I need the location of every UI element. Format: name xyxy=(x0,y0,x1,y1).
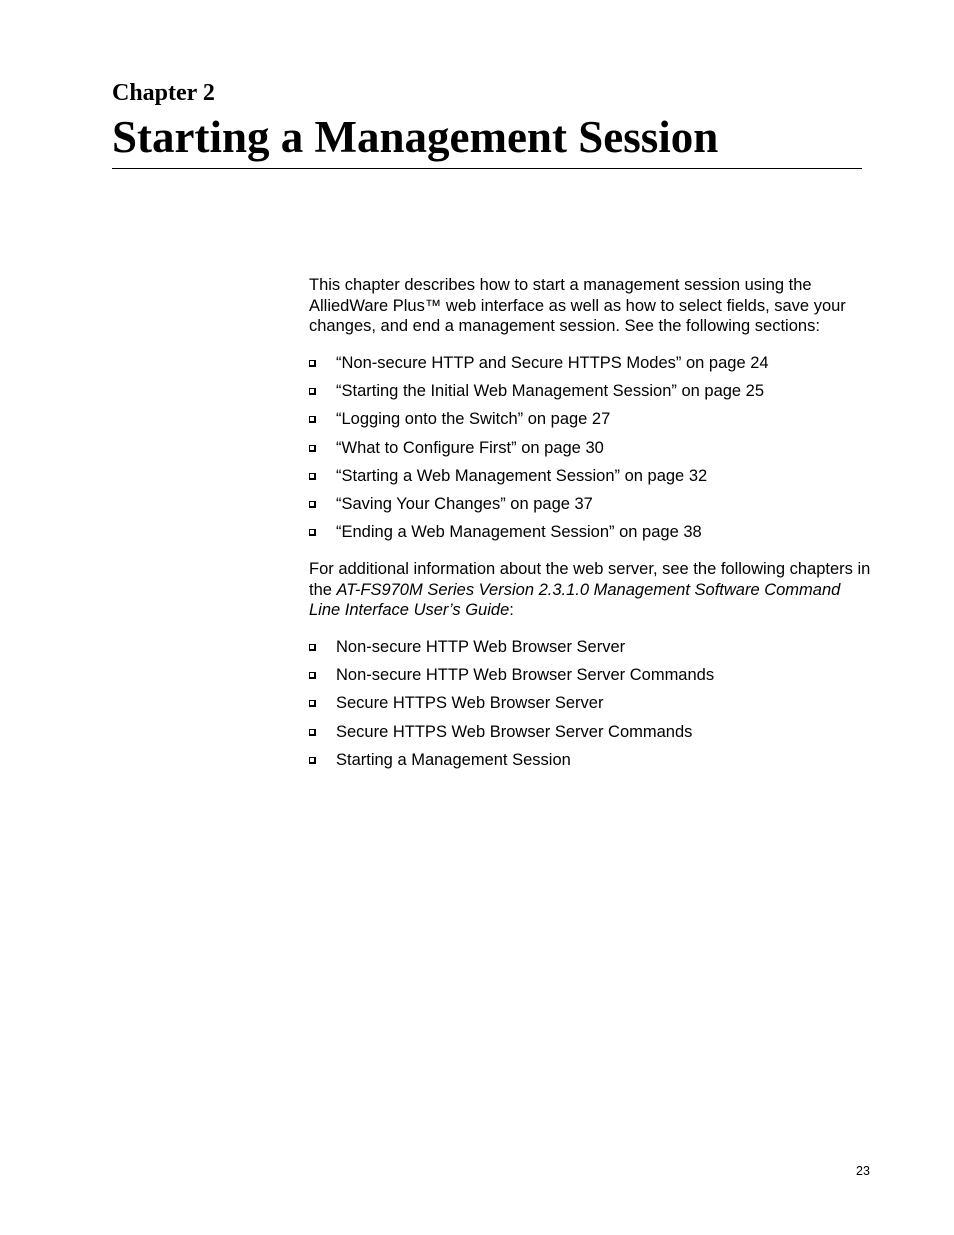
square-bullet-icon xyxy=(309,729,316,736)
section-list-item[interactable] xyxy=(309,380,769,408)
section-list-item[interactable] xyxy=(309,408,769,436)
square-bullet-icon xyxy=(309,529,316,536)
additional-info-text: For additional information about the web server, see the following chapters in the xyxy=(309,560,871,599)
guide-title: AT-FS970M Series Version 2.3.1.0 Management Software Command Line Interface User’s Guide xyxy=(309,580,841,619)
section-link-text[interactable]: “Non-secure HTTP and Secure HTTPS Modes” on page 24 xyxy=(336,354,769,372)
square-bullet-icon xyxy=(309,644,316,651)
section-list-item[interactable] xyxy=(309,465,769,493)
additional-info-punctuation: : xyxy=(509,601,514,619)
related-chapter-list xyxy=(309,636,714,777)
square-bullet-icon xyxy=(309,757,316,764)
section-link-text[interactable]: “Starting a Web Management Session” on page 32 xyxy=(336,466,708,485)
section-list xyxy=(309,352,769,549)
section-link-text[interactable]: “Logging onto the Switch” on page 27 xyxy=(336,410,611,429)
square-bullet-icon xyxy=(309,700,316,707)
chapter-label: Chapter 2 xyxy=(112,80,215,106)
square-bullet-icon xyxy=(309,445,316,452)
section-link-text[interactable]: “Saving Your Changes” on page 37 xyxy=(336,494,593,513)
intro-paragraph: This chapter describes how to start a management session using the AlliedWare Plus™ web interface as well as how to select fields, save your changes, and end a management session. See the following sections: xyxy=(309,276,846,335)
square-bullet-icon xyxy=(309,501,316,508)
related-chapter-text: Non-secure HTTP Web Browser Server Commands xyxy=(336,666,715,685)
related-chapter-item xyxy=(309,749,714,777)
page-number: 23 xyxy=(856,1164,870,1178)
section-link-text[interactable]: “What to Configure First” on page 30 xyxy=(336,438,604,457)
section-list-item[interactable] xyxy=(309,437,769,465)
additional-info-paragraph xyxy=(309,559,874,621)
square-bullet-icon xyxy=(309,473,316,480)
related-chapter-text: Secure HTTPS Web Browser Server Commands xyxy=(336,722,693,741)
square-bullet-icon xyxy=(309,360,316,367)
square-bullet-icon xyxy=(309,416,316,423)
related-chapter-text: Non-secure HTTP Web Browser Server xyxy=(336,638,626,656)
related-chapter-item xyxy=(309,721,714,749)
related-chapter-text: Secure HTTPS Web Browser Server xyxy=(336,694,604,713)
section-list-item[interactable] xyxy=(309,521,769,549)
chapter-title: Starting a Management Session xyxy=(112,112,719,162)
square-bullet-icon xyxy=(309,672,316,679)
title-divider xyxy=(112,168,862,169)
square-bullet-icon xyxy=(309,388,316,395)
section-link-text[interactable]: “Starting the Initial Web Management Session” on page 25 xyxy=(336,382,765,401)
section-list-item[interactable] xyxy=(309,493,769,521)
related-chapter-text: Starting a Management Session xyxy=(336,750,571,769)
section-link-text[interactable]: “Ending a Web Management Session” on page 38 xyxy=(336,523,702,542)
related-chapter-item xyxy=(309,664,714,692)
related-chapter-item xyxy=(309,692,714,720)
section-list-item[interactable] xyxy=(309,352,769,380)
related-chapter-item xyxy=(309,636,714,664)
